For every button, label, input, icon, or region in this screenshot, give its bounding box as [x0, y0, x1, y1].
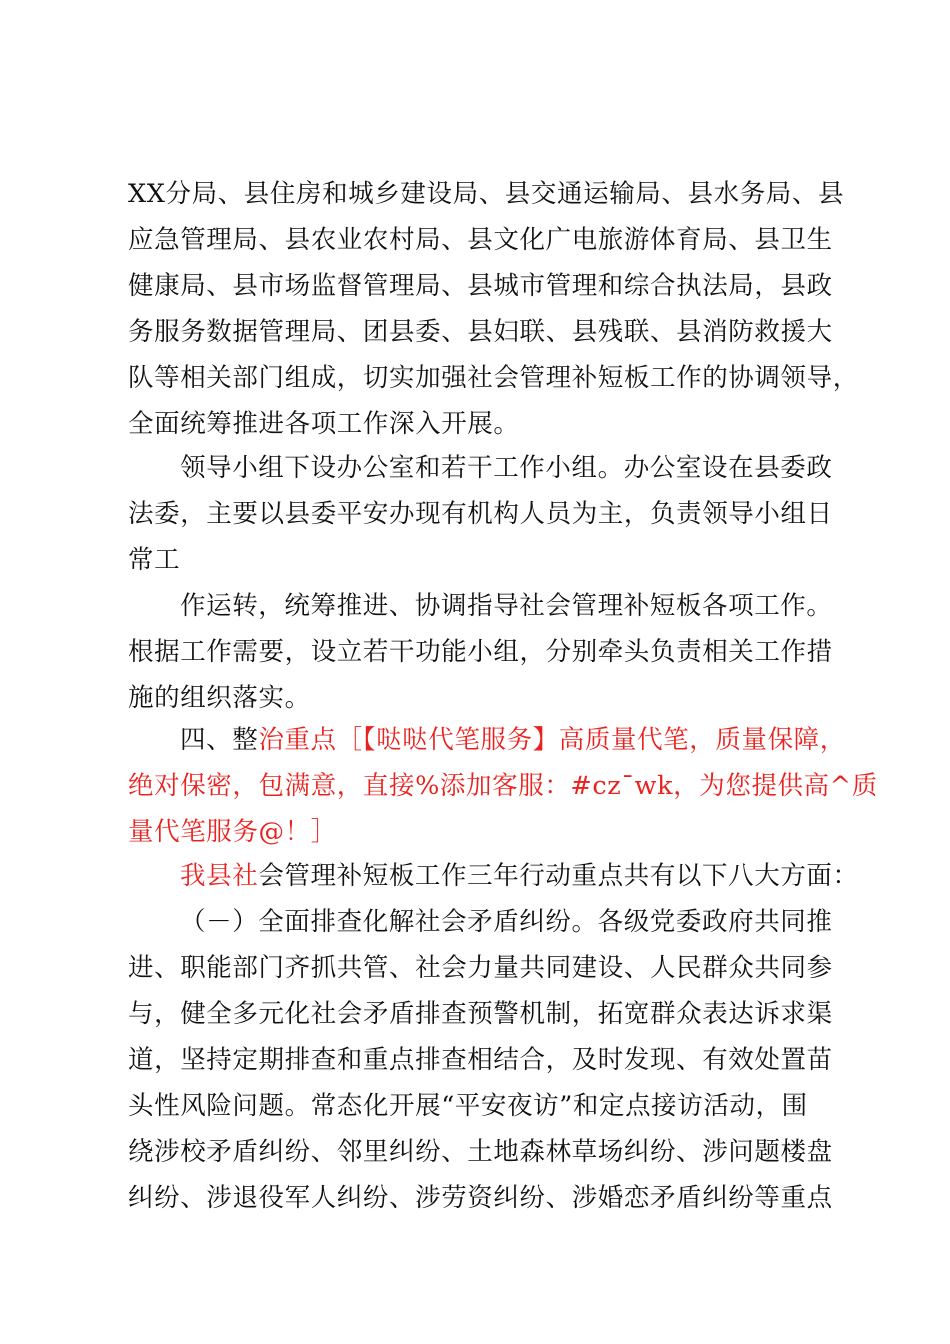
- text-line: 作运转，统筹推进、协调指导社会管理补短板各项工作。: [180, 591, 833, 621]
- heading-prefix: 四、整: [180, 725, 259, 755]
- text-line: 进、职能部门齐抓共管、社会力量共同建设、人民群众共同参: [128, 953, 833, 983]
- highlight-text: 治重点［【哒哒代笔服务】高质量代笔，质量保障，: [258, 725, 846, 755]
- text-line: 务服务数据管理局、团县委、县妇联、县残联、县消防救援大: [128, 317, 833, 347]
- text-span: 会管理补短板工作三年行动重点共有以下八大方面：: [258, 861, 859, 891]
- text-line: 道，坚持定期排查和重点排查相结合，及时发现、有效处置苗: [128, 1045, 833, 1075]
- text-line: XX分局、县住房和城乡建设局、县交通运输局、县水务局、县: [128, 179, 845, 209]
- text-line: 领导小组下设办公室和若干工作小组。办公室设在县委政: [180, 453, 833, 483]
- text-line: 健康局、县市场监督管理局、县城市管理和综合执法局，县政: [128, 271, 833, 301]
- text-line: 与，健全多元化社会矛盾排查预警机制，拓宽群众表达诉求渠: [128, 999, 833, 1029]
- highlight-text: 我县社: [180, 861, 259, 891]
- text-line: 全面统筹推进各项工作深入开展。: [128, 409, 520, 439]
- highlight-line: 量代笔服务@！］: [128, 817, 337, 847]
- text-line: 施的组织落实。: [128, 683, 311, 713]
- text-line: 法委，主要以县委平安办现有机构人员为主，负责领导小组日: [128, 499, 833, 529]
- text-line: 绕涉校矛盾纠纷、邻里纠纷、土地森林草场纠纷、涉问题楼盘: [128, 1137, 833, 1167]
- text-line: 常工: [128, 545, 181, 575]
- heading-line: [180, 724, 846, 756]
- text-line: 应急管理局、县农业农村局、县文化广电旅游体育局、县卫生: [128, 225, 833, 255]
- text-line: 根据工作需要，设立若干功能小组，分别牵头负责相关工作措: [128, 637, 833, 667]
- highlight-line: 绝对保密，包满意，直接%添加客服：#cz¯wk，为您提供高^质: [128, 771, 878, 801]
- text-line: 队等相关部门组成，切实加强社会管理补短板工作的协调领导，: [128, 363, 859, 393]
- text-line: [180, 860, 859, 892]
- text-line: （－）全面排查化解社会矛盾纠纷。各级党委政府共同推: [180, 907, 833, 937]
- text-line: 纠纷、涉退役军人纠纷、涉劳资纠纷、涉婚恋矛盾纠纷等重点: [128, 1183, 833, 1213]
- text-line: 头性风险问题。常态化开展“平安夜访”和定点接访活动，围: [128, 1091, 808, 1121]
